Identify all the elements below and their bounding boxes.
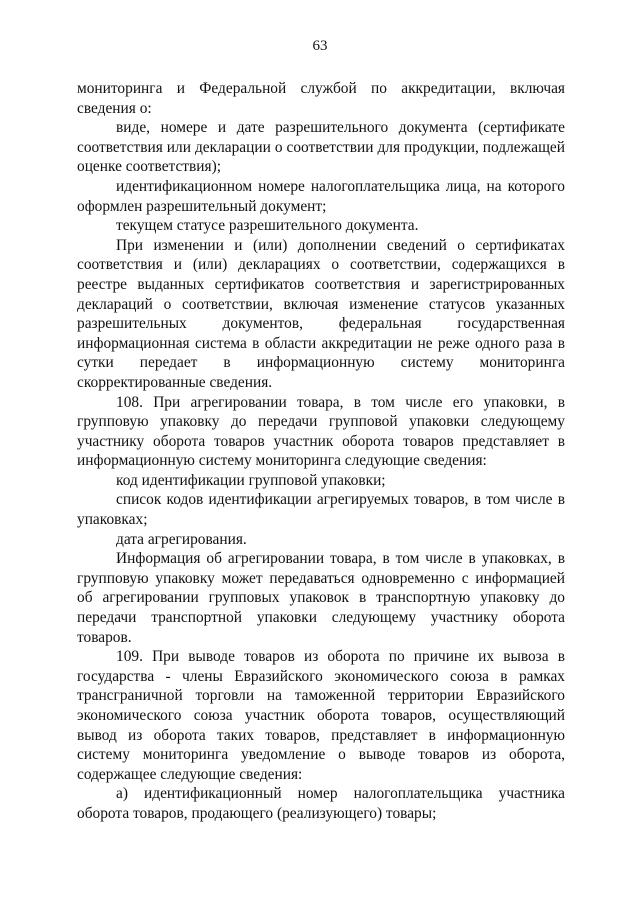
- paragraph-clause-109: 109. При выводе товаров из оборота по причине их вывоза в государства - члены Евразийского экономического союза в рамках трансграничной торговли на таможенной территории Евразийского экономического союза участник оборота товаров, осуществляющий вывод из оборота таких товаров, представляет в информационную систему мониторинга уведомление о выводе товаров из оборота, содержащее следующие сведения:: [77, 648, 565, 783]
- paragraph-list-item: дата агрегирования.: [116, 530, 247, 548]
- paragraph-list-item: а) идентификационный номер налогоплательщика участника оборота товаров, продающего (реализующего) товары;: [77, 785, 565, 822]
- paragraph-list-item: код идентификации групповой упаковки;: [116, 471, 386, 489]
- paragraph-list-item: текущем статусе разрешительного документа.: [116, 217, 419, 235]
- paragraph-list-item: виде, номере и дате разрешительного документа (сертификате соответствия или декларации о соответствии для продукции, подлежащей оценке соответствия);: [77, 119, 565, 176]
- paragraph: Информация об агрегировании товара, в том числе в упаковках, в групповую упаковку может передаваться одновременно с информацией об агрегировании групповых упаковок в транспортную упаковку до передачи транспортной упаковки следующему участнику оборота товаров.: [77, 550, 565, 646]
- paragraph-continuation: мониторинга и Федеральной службой по аккредитации, включая сведения о:: [77, 80, 565, 117]
- paragraph-list-item: список кодов идентификации агрегируемых товаров, в том числе в упаковках;: [77, 491, 565, 529]
- paragraph-clause-108: 108. При агрегировании товара, в том числе его упаковки, в групповую упаковку до передачи групповой упаковки следующему участнику оборота товаров участник оборота товаров представляет в информационную систему мониторинга следующие сведения:: [77, 393, 565, 470]
- paragraph: При изменении и (или) дополнении сведений о сертификатах соответствия и (или) декларациях о соответствии, содержащихся в реестре выданных сертификатов соответствия и зарегистрированных деклараций о соответствии, включая изменение статусов указанных разрешительных документов, федеральная государственная информационная система в области аккредитации не реже одного раза в сутки передает в информационную систему мониторинга скорректированные сведения.: [77, 236, 565, 391]
- document-body: [77, 79, 565, 824]
- paragraph-list-item: идентификационном номере налогоплательщика лица, на которого оформлен разрешительный документ;: [77, 177, 565, 215]
- page-number: 63: [312, 38, 328, 54]
